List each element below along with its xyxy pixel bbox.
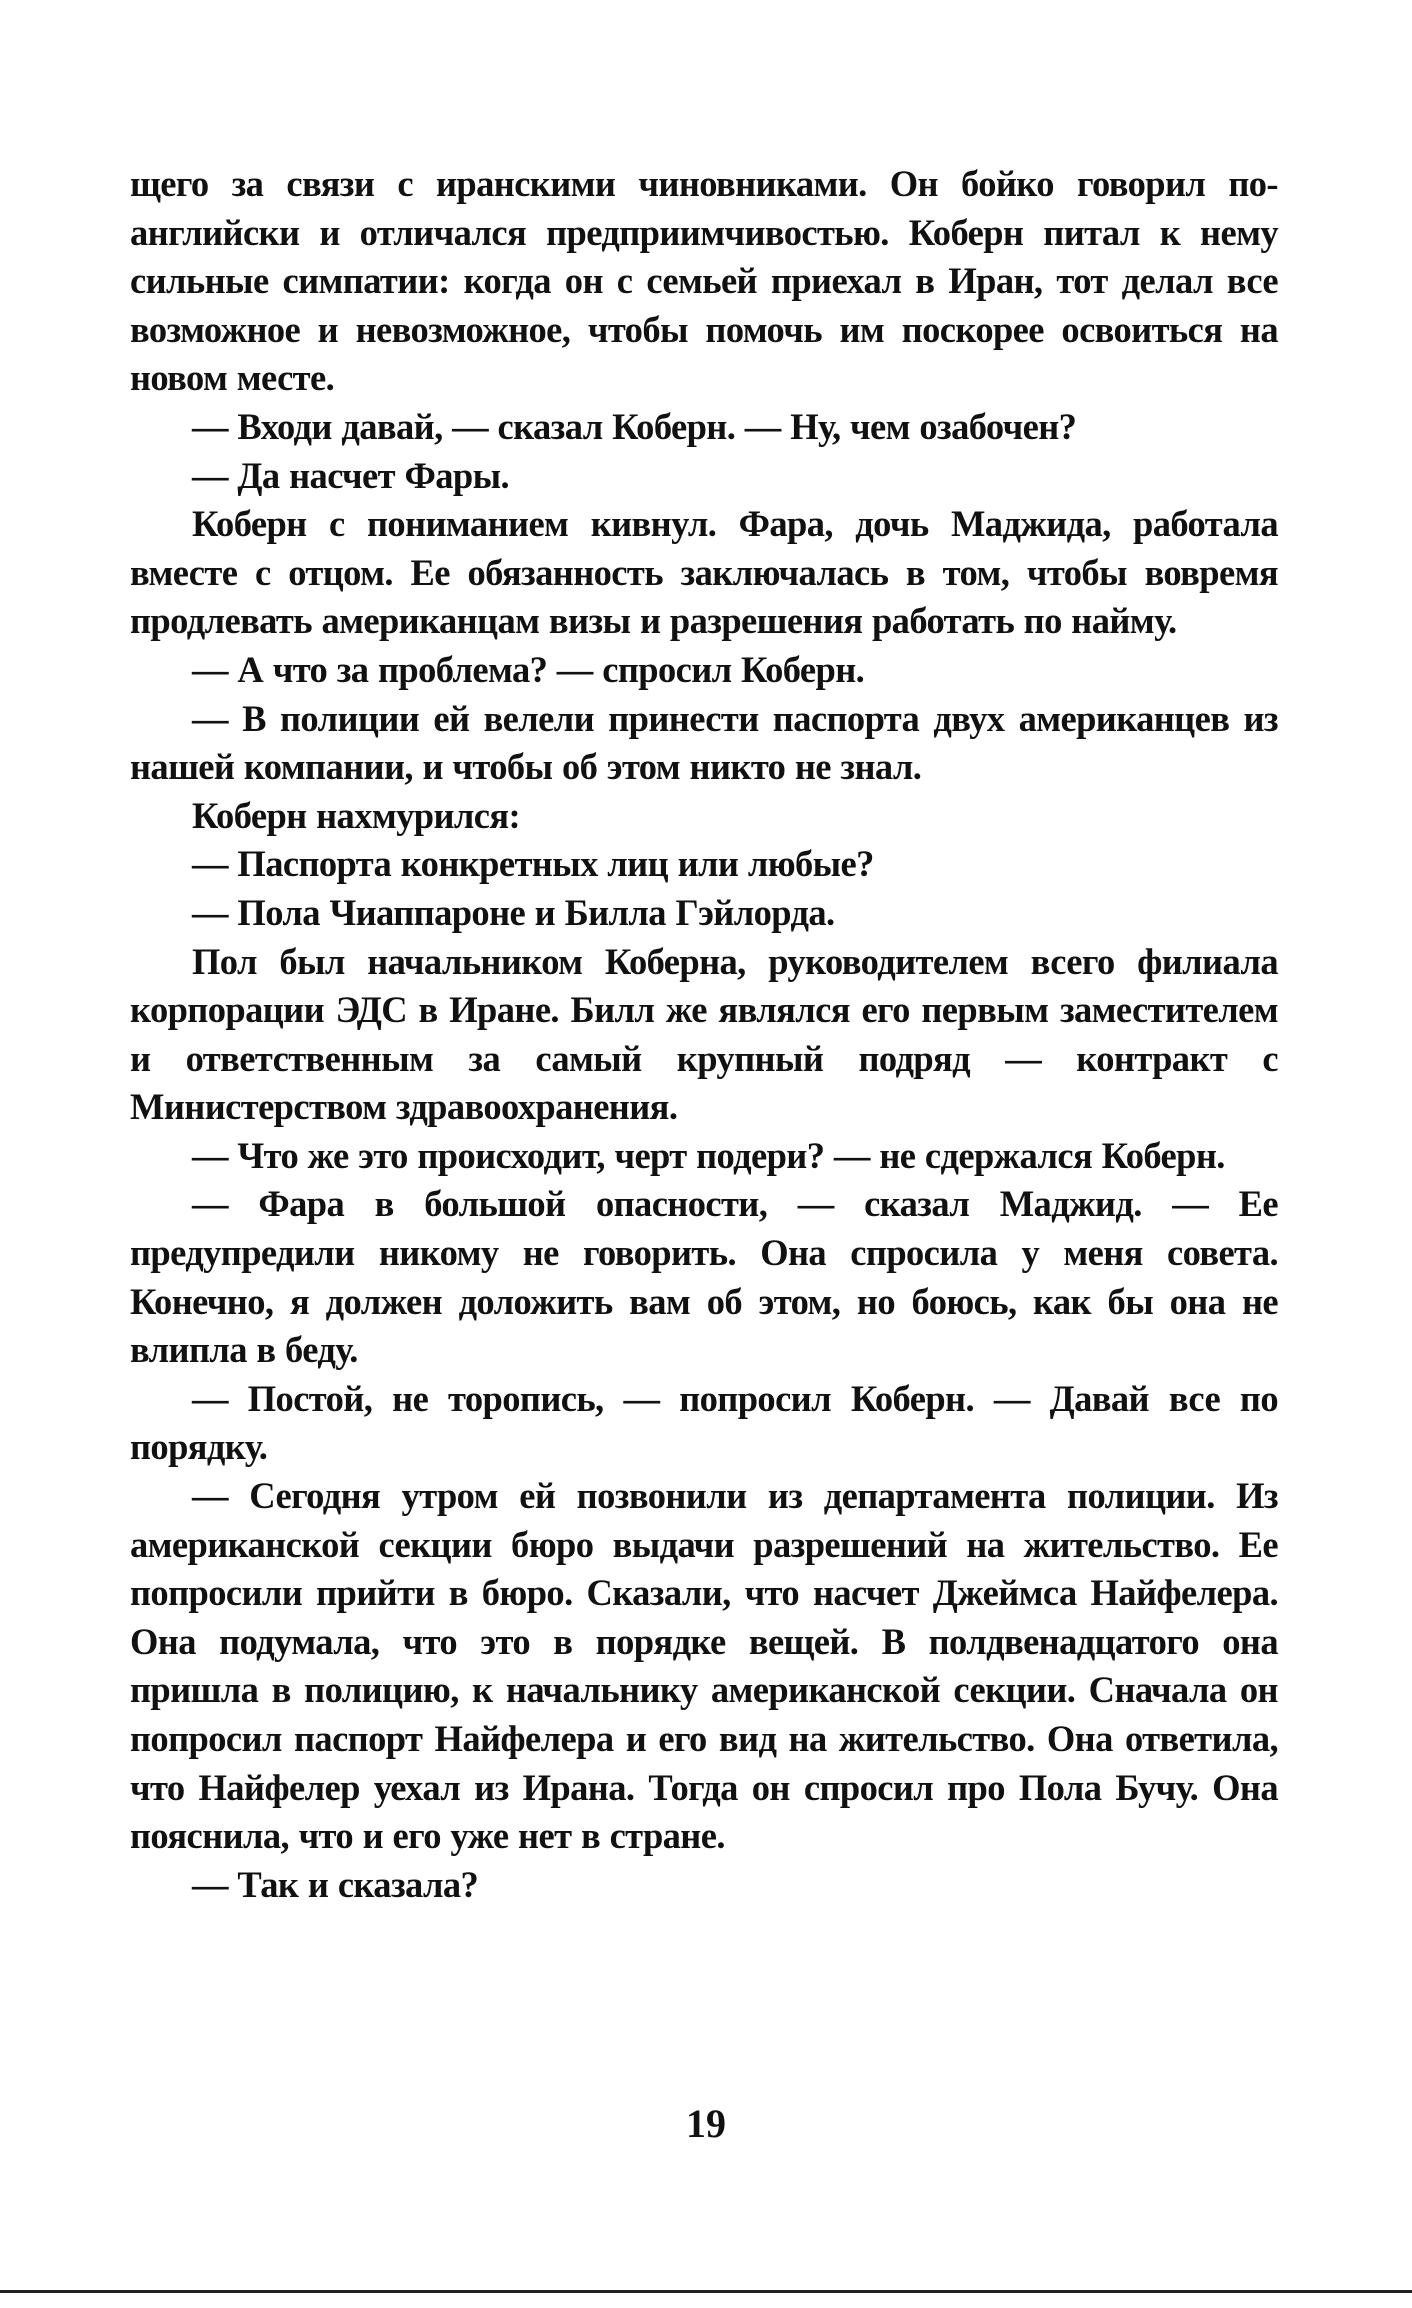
page-number: 19 xyxy=(686,2101,726,2146)
paragraph: — В полиции ей велели принести паспорта двух американцев из нашей компании, и чтобы об этом никто не знал. xyxy=(130,697,1278,788)
paragraph: — Сегодня утром ей позвонили из департамента полиции. Из американской секции бюро выдачи разрешений на жительство. Ее попросили прийти в бюро. Сказали, что насчет Джеймса Найфелера. Она подумала, что это в порядке вещей. В полдвенадцатого она пришла в полицию, к начальнику американской секции. Сначала он попросил паспорт Найфелера и его вид на жительство. Она ответила, что Найфелер уехал из Ирана. Тогда он спросил про Пола Бучу. Она пояснила, что и его уже нет в стране. xyxy=(130,1475,1278,1857)
paragraph: Коберн нахмурился: xyxy=(192,794,521,836)
paragraph: щего за связи с иранскими чиновниками. Он бойко говорил по-английски и отличался предприимчивостью. Коберн питал к нему сильные симпатии: когда он с семьей приехал в Иран, тот делал все возможное и невозможное, чтобы помочь им поскорее освоиться на новом месте. xyxy=(130,163,1278,399)
paragraph: — Паспорта конкретных лиц или любые? xyxy=(192,843,874,885)
text-block xyxy=(130,160,1278,1909)
paragraph: — Что же это происходит, черт подери? — не сдержался Коберн. xyxy=(192,1134,1225,1176)
paragraph: Пол был начальником Коберна, руководителем всего филиала корпорации ЭДС в Иране. Билл же являлся его первым заместителем и ответственным за самый крупный подряд — контракт с Министерством здравоохранения. xyxy=(130,940,1278,1128)
page-body xyxy=(130,160,1278,1909)
paragraph: Коберн с пониманием кивнул. Фара, дочь Маджида, работала вместе с отцом. Ее обязанность заключалась в том, чтобы вовремя продлевать американцам визы и разрешения работать по найму. xyxy=(130,503,1278,642)
paragraph: — Так и сказала? xyxy=(192,1863,479,1905)
paragraph: — Да насчет Фары. xyxy=(192,454,510,496)
scan-edge-line xyxy=(0,2290,1412,2293)
paragraph: — Пола Чиаппароне и Билла Гэйлорда. xyxy=(192,891,835,933)
paragraph: — Входи давай, — сказал Коберн. — Ну, чем озабочен? xyxy=(192,405,1077,447)
paragraph: — Фара в большой опасности, — сказал Маджид. — Ее предупредили никому не говорить. Она спросила у меня совета. Конечно, я должен доложить вам об этом, но боюсь, как бы она не влипла в беду. xyxy=(130,1183,1278,1371)
paragraph: — А что за проблема? — спросил Коберн. xyxy=(192,648,865,690)
paragraph: — Постой, не торопись, — попросил Коберн. — Давай все по порядку. xyxy=(130,1377,1278,1468)
